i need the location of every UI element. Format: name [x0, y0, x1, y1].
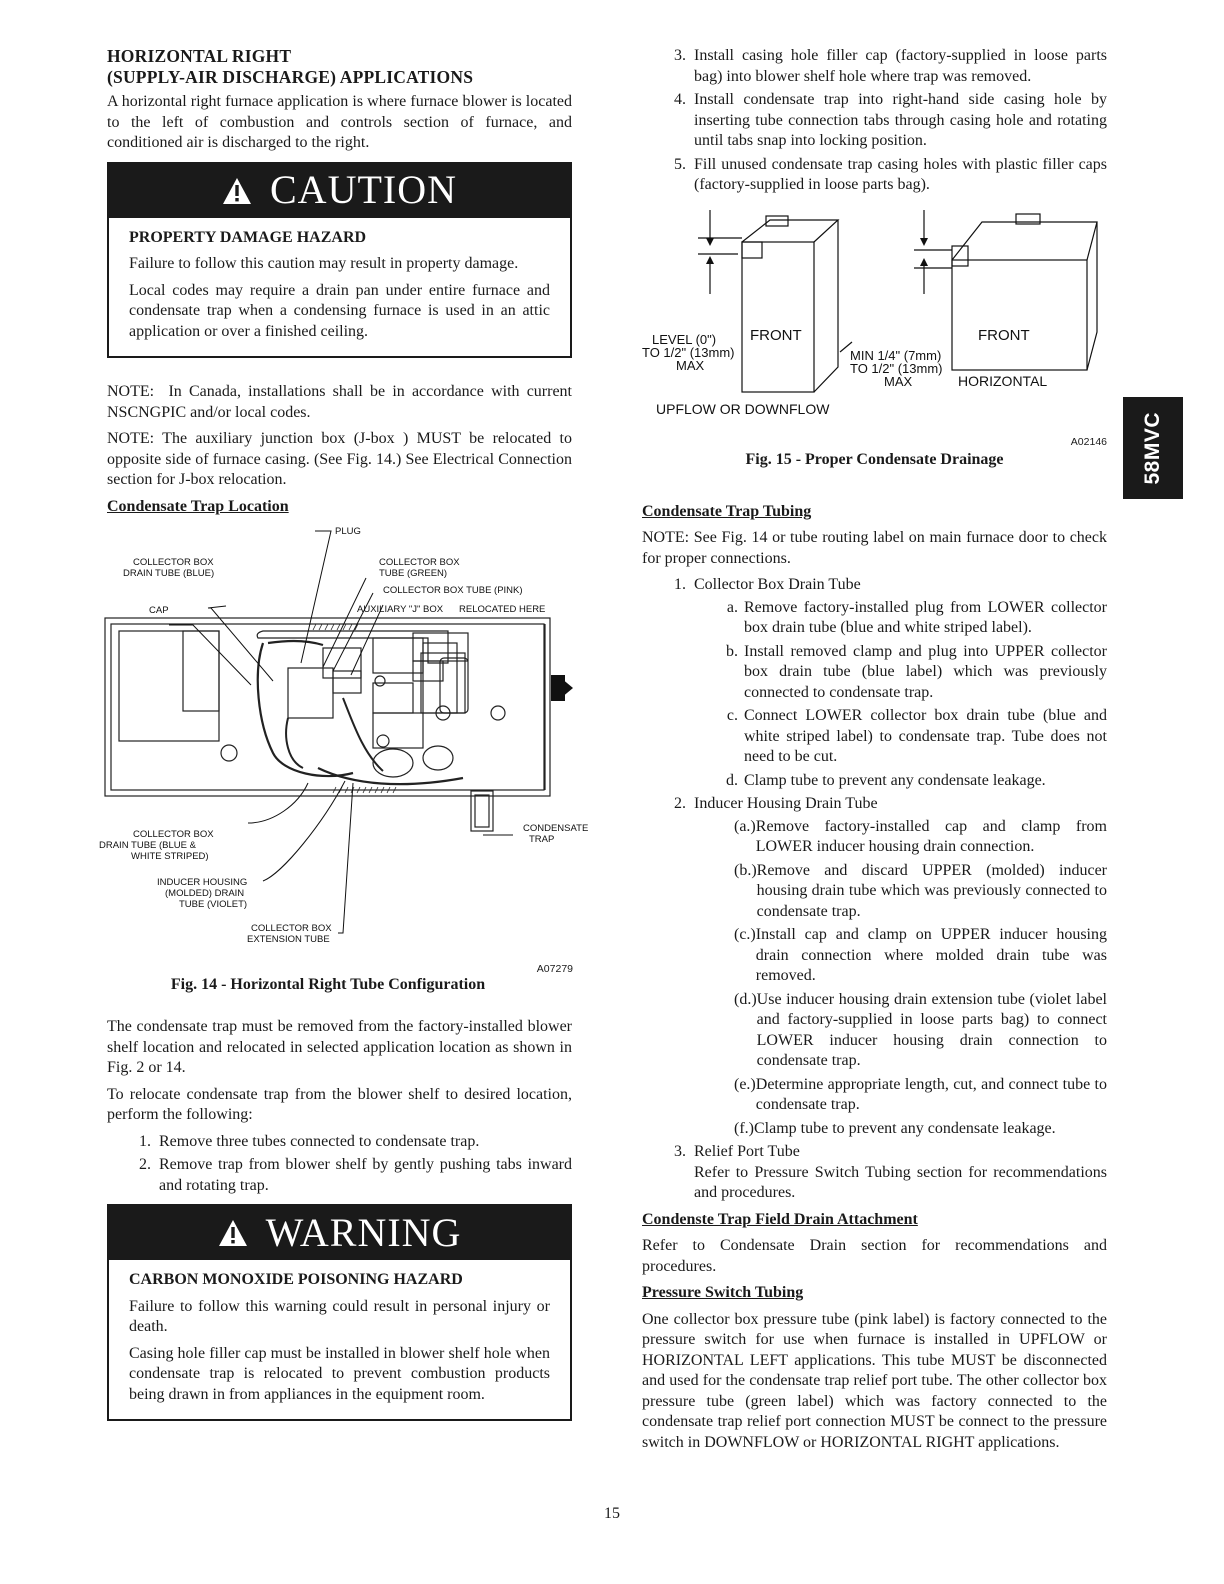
note-jbox: [107, 429, 572, 491]
list-item: 4. Install condensate trap into right-hand side casing hole by inserting tube connection tabs through casing hole and rotating until tabs snap into locking position.: [690, 90, 1107, 152]
label-cb-drain-1: COLLECTOR BOX: [133, 557, 214, 568]
warning-body: [109, 1260, 570, 1419]
label-min-1: MIN 1/4" (7mm): [850, 347, 942, 363]
label-inducer-2: (MOLDED) DRAIN: [165, 888, 245, 899]
label-cb-green-1: COLLECTOR BOX: [379, 557, 460, 568]
note-text: See Fig. 14 or tube routing label on main furnace door to check for proper connections.: [642, 529, 1108, 567]
figure-number: A07279: [536, 963, 573, 975]
list-item: (a.) Remove factory-installed cap and clamp from LOWER inducer housing drain connection.: [734, 817, 1107, 855]
item-title: Inducer Housing Drain Tube: [694, 795, 878, 812]
paragraph-procedure: To relocate condensate trap from the blower shelf to desired location, perform the following:: [107, 1085, 572, 1123]
label-ext-1: COLLECTOR BOX: [251, 923, 332, 934]
steps-list: [107, 1132, 572, 1197]
list-item: 1. Remove three tubes connected to condensate trap.: [155, 1132, 572, 1153]
warning-header: [109, 1206, 570, 1260]
list-item: d. Clamp tube to prevent any condensate leakage.: [726, 771, 1046, 789]
caution-box: [107, 162, 572, 359]
figure-caption: Fig. 15 - Proper Condensate Drainage: [745, 450, 1004, 468]
heading-line-1: HORIZONTAL RIGHT: [107, 46, 292, 66]
list-item-inducer: [690, 794, 1107, 1139]
warning-text-1: Failure to follow this warning could result in personal injury or death.: [129, 1297, 550, 1335]
figure-number: A02146: [1070, 435, 1107, 448]
label-min-3: MAX: [884, 373, 913, 389]
subheading-pressure-switch: Pressure Switch Tubing: [642, 1284, 804, 1301]
note-label: NOTE:: [642, 529, 690, 546]
list-item: (d.) Use inducer housing drain extension tube (violet label and factory-supplied in loose parts bag) to connect LOWER inducer housing drain connection to condensate trap.: [734, 990, 1107, 1069]
caution-title: CAUTION: [270, 167, 457, 213]
figure-15: [642, 202, 1107, 472]
list-item: a. Remove factory-installed plug from LOWER collector box drain tube (blue and white striped label).: [726, 598, 1107, 636]
label-cb-drain-2: DRAIN TUBE (BLUE): [123, 568, 215, 579]
note-text: The auxiliary junction box (J-box ) MUST be relocated to opposite side of furnace casing. (See Fig. 14.) See Electrical Connection section for J-box relocation.: [107, 430, 572, 488]
collector-substeps: [694, 598, 1107, 792]
list-item: (f.) Clamp tube to prevent any condensate leakage.: [734, 1119, 1056, 1137]
drainage-diagram: [642, 202, 1107, 427]
paragraph-field-drain: Refer to Condensate Drain section for recommendations and procedures.: [642, 1237, 1107, 1275]
label-level-2: TO 1/2" (13mm): [642, 344, 735, 360]
label-front-right: FRONT: [978, 326, 1030, 344]
label-min-2: TO 1/2" (13mm): [850, 360, 943, 376]
label-aux-jbox: AUXILIARY "J" BOX: [357, 604, 444, 615]
label-striped-1: COLLECTOR BOX: [133, 829, 214, 840]
list-item: 3. Install casing hole filler cap (factory-supplied in loose parts bag) into blower shelf hole where trap was removed.: [690, 46, 1107, 87]
label-relocated: RELOCATED HERE: [459, 604, 546, 615]
subheading-field-drain: Condenste Trap Field Drain Attachment: [642, 1210, 918, 1228]
label-striped-2: DRAIN TUBE (BLUE &: [99, 840, 196, 851]
caution-hazard: PROPERTY DAMAGE HAZARD: [129, 228, 367, 246]
note-label: NOTE:: [107, 383, 155, 400]
item-title: Collector Box Drain Tube: [694, 576, 861, 593]
warning-title: WARNING: [265, 1209, 462, 1255]
left-column: [99, 46, 589, 1421]
label-cap: CAP: [149, 605, 169, 616]
page-number: 15: [604, 1505, 620, 1522]
subheading-trap-tubing: Condensate Trap Tubing: [642, 502, 812, 520]
warning-box: [107, 1204, 572, 1421]
label-level-3: MAX: [676, 357, 705, 373]
section-heading: [107, 46, 572, 88]
side-tab-label: 58MVC: [1141, 411, 1164, 485]
label-horizontal: HORIZONTAL: [958, 372, 1048, 389]
caution-text-2: Local codes may require a drain pan under entire furnace and condensate trap when a condensing furnace is used in an attic application or over a finished ceiling.: [129, 281, 550, 340]
label-striped-3: WHITE STRIPED): [131, 851, 209, 862]
warning-triangle-icon: [222, 177, 252, 205]
tubing-list: [642, 575, 1107, 1204]
list-item-collector: [690, 575, 1107, 791]
label-cb-green-2: TUBE (GREEN): [379, 568, 448, 579]
caution-body: [109, 218, 570, 357]
label-plug: PLUG: [335, 526, 361, 537]
list-item: c. Connect LOWER collector box drain tube (blue and white striped label) to condensate trap. Tube does not need to be cut.: [726, 707, 1107, 765]
figure-caption: Fig. 14 - Horizontal Right Tube Configuration: [170, 976, 486, 993]
label-ext-2: EXTENSION TUBE: [247, 934, 330, 945]
right-column: [642, 46, 1107, 1459]
note-text: In Canada, installations shall be in accordance with current NSCNGPIC and/or local codes.: [107, 383, 572, 421]
list-item: 5. Fill unused condensate trap casing holes with plastic filler caps (factory-supplied in loose parts bag).: [690, 155, 1107, 196]
label-inducer-1: INDUCER HOUSING: [157, 877, 248, 888]
note-tubing: [642, 528, 1107, 569]
caution-header: [109, 164, 570, 218]
label-front-left: FRONT: [750, 326, 802, 344]
label-inducer-3: TUBE (VIOLET): [179, 899, 248, 910]
list-item: (b.) Remove and discard UPPER (molded) inducer housing drain tube which was previously connected to condensate trap.: [734, 861, 1107, 920]
heading-line-2: (SUPPLY-AIR DISCHARGE) APPLICATIONS: [107, 67, 474, 87]
note-label: NOTE:: [107, 430, 155, 447]
list-item: (c.) Install cap and clamp on UPPER inducer housing drain connection where molded drain tube was removed.: [734, 926, 1107, 984]
warning-hazard: CARBON MONOXIDE POISONING HAZARD: [129, 1271, 463, 1288]
label-trap-2: TRAP: [529, 834, 555, 845]
figure-14: [83, 523, 589, 993]
intro-paragraph: A horizontal right furnace application is where furnace blower is located to the left of combustion and controls section of furnace, and conditioned air is discharged to the right.: [107, 93, 572, 151]
subheading-trap-location: Condensate Trap Location: [107, 497, 289, 515]
label-cb-pink: COLLECTOR BOX TUBE (PINK): [383, 585, 523, 596]
caution-text-1: Failure to follow this caution may result in property damage.: [129, 255, 519, 272]
label-upflow: UPFLOW OR DOWNFLOW: [656, 400, 830, 417]
list-item-relief: [690, 1142, 1107, 1204]
inducer-substeps: [694, 817, 1107, 1140]
steps-list-continued: [642, 46, 1107, 196]
item-text: Refer to Pressure Switch Tubing section for recommendations and procedures.: [694, 1163, 1107, 1201]
label-trap-1: CONDENSATE: [523, 823, 589, 834]
list-item: b. Install removed clamp and plug into UPPER collector box drain tube (blue label) which was previously connected to condensate trap.: [726, 642, 1107, 701]
warning-triangle-icon: [218, 1219, 248, 1247]
paragraph-relocate: The condensate trap must be removed from the factory-installed blower shelf location and relocated in selected application location as shown in Fig. 2 or 14.: [107, 1018, 572, 1076]
furnace-diagram: [83, 523, 589, 963]
note-canada: [107, 382, 572, 423]
side-tab: [1123, 397, 1183, 499]
list-item: (e.) Determine appropriate length, cut, and connect tube to condensate trap.: [734, 1075, 1107, 1113]
list-item: 2. Remove trap from blower shelf by gently pushing tabs inward and rotating trap.: [155, 1155, 572, 1196]
warning-text-2: Casing hole filler cap must be installed in blower shelf hole when condensate trap is relocated to prevent combustion products being drawn in from appliances in the equipment room.: [129, 1344, 550, 1403]
paragraph-pressure-switch: One collector box pressure tube (pink label) is factory connected to the pressure switch for use when furnace is installed in UPFLOW or HORIZONTAL LEFT applications. This tube MUST be disconnected and used for the condensate trap relief port tube. The other collector box pressure tube (green label) which was factory connected to the condensate trap relief port connection MUST be connect to the pressure switch in DOWNFLOW or HORIZONTAL RIGHT applications.: [642, 1310, 1107, 1451]
label-level-1: LEVEL (0"): [652, 331, 717, 347]
item-title: Relief Port Tube: [694, 1143, 800, 1160]
